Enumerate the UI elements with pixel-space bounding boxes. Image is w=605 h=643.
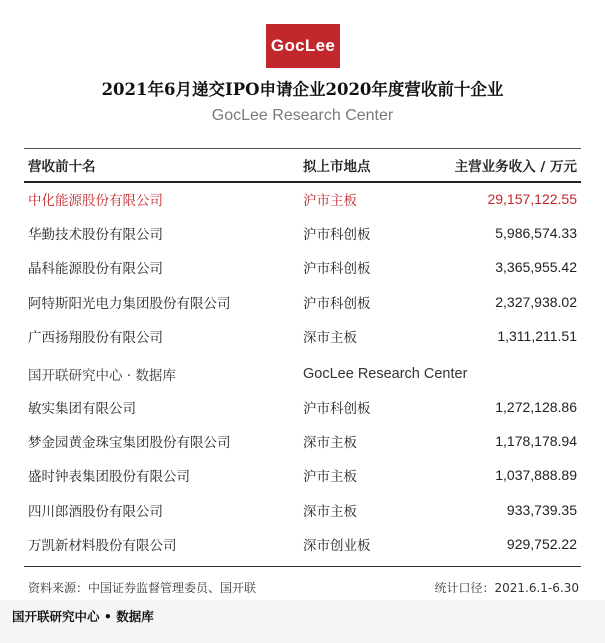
- table-row: [24, 216, 581, 250]
- company-name: 广西扬翔股份有限公司: [28, 330, 163, 346]
- table-header: [24, 149, 581, 181]
- listing-place: 深市主板: [303, 330, 357, 346]
- company-name: 盛时钟表集团股份有限公司: [28, 469, 190, 485]
- logo-text: GocLee: [270, 36, 336, 55]
- company-name: 阿特斯阳光电力集团股份有限公司: [28, 296, 231, 312]
- listing-place: 沪市主板: [303, 193, 357, 209]
- revenue-value: 5,986,574.33: [495, 225, 577, 241]
- company-name: 四川郎酒股份有限公司: [28, 504, 163, 520]
- table-row: [24, 493, 581, 527]
- listing-place: 深市主板: [303, 435, 357, 451]
- table-row: [24, 285, 581, 319]
- data-source: 资料来源：中国证券监督管理委员、国开联: [28, 581, 257, 595]
- table-row: [24, 424, 581, 458]
- company-name: 晶科能源股份有限公司: [28, 261, 163, 277]
- revenue-value: 929,752.22: [506, 536, 577, 552]
- listing-place: 沪市科创板: [303, 296, 371, 312]
- company-name: 中化能源股份有限公司: [28, 193, 163, 209]
- listing-place: 深市创业板: [303, 538, 371, 554]
- page-subtitle: GocLee Research Center: [211, 107, 394, 124]
- table-row: [24, 527, 581, 561]
- revenue-value: 2,327,938.02: [495, 294, 577, 310]
- listing-place: 沪市科创板: [303, 401, 371, 417]
- company-name: 万凯新材料股份有限公司: [28, 538, 177, 554]
- statistics-period: 统计口径：2021.6.1-6.30: [434, 581, 579, 595]
- revenue-value: 1,037,888.89: [495, 467, 577, 483]
- watermark-right: GocLee Research Center: [303, 366, 468, 382]
- header-place: 拟上市地点: [303, 159, 371, 175]
- watermark-row: [24, 357, 581, 391]
- listing-place: 沪市科创板: [303, 227, 371, 243]
- table-row: [24, 458, 581, 492]
- watermark-left: 国开联研究中心 · 数据库: [28, 368, 176, 384]
- listing-place: 沪市主板: [303, 469, 357, 485]
- listing-place: 沪市科创板: [303, 261, 371, 277]
- revenue-value: 1,311,211.51: [497, 328, 577, 344]
- table-row: [24, 390, 581, 424]
- company-name: 敏实集团有限公司: [28, 401, 136, 417]
- brand-band: [0, 600, 605, 643]
- table-row: [24, 182, 581, 216]
- brand-label: 国开联研究中心 • 数据库: [12, 609, 154, 624]
- footer: [24, 574, 581, 598]
- header-name: 营收前十名: [28, 159, 96, 175]
- listing-place: 深市主板: [303, 504, 357, 520]
- company-name: 梦金园黄金珠宝集团股份有限公司: [28, 435, 231, 451]
- revenue-value: 29,157,122.55: [487, 191, 577, 207]
- header-revenue: 主营业务收入 / 万元: [454, 159, 577, 175]
- table-bottom-rule: [24, 566, 581, 567]
- revenue-value: 1,272,128.86: [495, 399, 577, 415]
- table-row: [24, 250, 581, 284]
- goclee-logo: [266, 24, 340, 68]
- revenue-value: 3,365,955.42: [495, 259, 577, 275]
- page-title: 2021年6月递交IPO申请企业2020年度营收前十企业: [101, 80, 504, 99]
- revenue-value: 1,178,178.94: [495, 433, 577, 449]
- revenue-value: 933,739.35: [506, 502, 577, 518]
- table-row: [24, 319, 581, 353]
- company-name: 华勤技术股份有限公司: [28, 227, 163, 243]
